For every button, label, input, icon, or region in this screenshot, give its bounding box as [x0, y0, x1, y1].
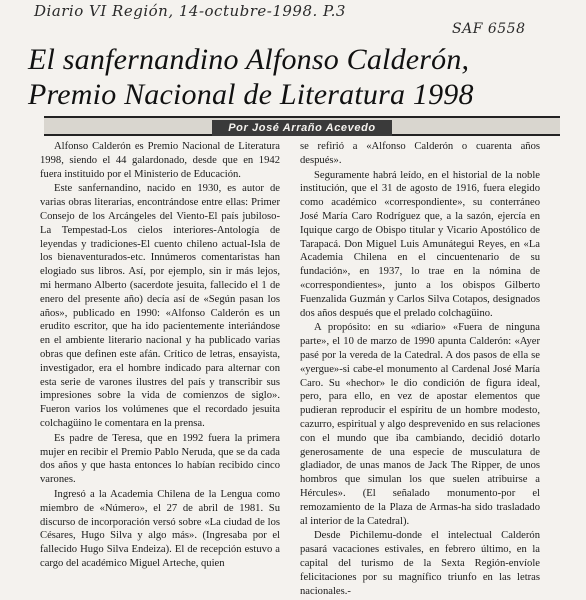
paragraph: Desde Pichilemu-donde el intelectual Calderón pasará vacaciones estivales, en febrero último, en la capital del turismo de la Sexta Región-envíole felicitaciones por su magnífico triunfo en las letras nacionales.- [300, 530, 540, 597]
byline: Por José Arraño Acevedo [212, 120, 391, 136]
paragraph: A propósito: en su «diario» «Fuera de ninguna parte», el 10 de marzo de 1990 apunta Calderón: «Ayer pasé por la vereda de la Catedral. A dos pasos de ella se «yergue»-si cabe-el monumento al Cardenal José María Caro. Su «hechor» le dio condición de figura ideal, pero, para ello, en vez de apostar elementos que pudieran reproducir el espíritu de un hombre modesto, cazurro, espiritual y algo desprevenido en sus relaciones con el mundo que iba cambiando, decidió dotarlo generosamente de una especie de musculatura de gladiador, de unas manos de Jack The Ripper, de unos hombros que simulan los que suelen atribuirse a Hércules». (El señalado monumento-por el remozamiento de la Plaza de Armas-ha sido trasladado al interior de la Catedral). [300, 322, 540, 527]
article-column-left [40, 140, 280, 572]
article-column-right [300, 140, 540, 599]
handwritten-source-note [34, 2, 554, 38]
article-headline [28, 42, 568, 112]
headline-line-2: Premio Nacional de Literatura 1998 [28, 78, 474, 111]
byline-bar [44, 116, 560, 136]
paragraph: Este sanfernandino, nacido en 1930, es autor de varias obras literarias, encontrándose entre ellas: Primer Consejo de los Arcángeles del Viento-El país jubiloso-La Tempestad-Los cielos interiores-Antología de leyendas y tradiciones-El cuento chileno actual-Isla de los bienaventurados-etc. Innúmeros comentaristas han elogiado sus libros. Así, por ejemplo, sin ir más lejos, mi hermano Alberto (sacerdote jesuita, fallecido el 1 de enero del presente año) decía así de «Según pasan los años», publicado en 1990: «Alfonso Calderón es un erudito escritor, que ha ido pacientemente interiándose en el ambiente literario nacional y ha publicado varias obras que definen este afán. Crítico de letras, ensayista, investigador, era el hombre indicado para alternar con esta serie de varones ilustres del país y transcribir sus impresiones sobre la vida de comienzos de siglo». Fueron varios los volúmenes que el recordado jesuita colchagüino le comentara en la prensa. [40, 183, 280, 429]
paragraph: se refirió a «Alfonso Calderón o cuarenta años después». [300, 141, 540, 166]
paragraph: Seguramente habrá leído, en el historial de la noble institución, que el 31 de agosto de 1916, fuera elegido como académico «correspondiente», su conterráneo José María Caro Rodríguez que, a la sazón, ejercía en Iquique cargo de Obispo titular y Vicario Apostólico de Tarapacá. Don Miguel Luis Amunátegui Reyes, en «La Academia Chilena en el cincuentenario de su fundación», en 1937, lo trae en la nómina de «correspondientes», junto a los obispos Gilberto Fuenzalida Guzmán y Carlos Silva Cotapos, designados dos años después que el prelado colchagüino. [300, 169, 540, 319]
headline-line-1: El sanfernandino Alfonso Calderón, [28, 43, 470, 76]
source-note-line-1: Diario VI Región, 14-octubre-1998. P.3 [34, 2, 346, 20]
paragraph: Alfonso Calderón es Premio Nacional de Literatura 1998, siendo el 44 galardonado, desde que en 1942 fuera instituido por el Ministerio de Educación. [40, 141, 280, 180]
archive-code: SAF 6558 [452, 21, 526, 37]
paragraph: Es padre de Teresa, que en 1992 fuera la primera mujer en recibir el Premio Pablo Neruda, que se da cada dos años y que hasta entonces lo habían recibido cinco varones. [40, 432, 280, 486]
paragraph: Ingresó a la Academia Chilena de la Lengua como miembro de «Número», el 27 de abril de 1981. Su discurso de incorporación versó sobre «La ciudad de los Césares, Hugo Silva y algo más». (Ingresaba por el fallecido Hugo Silva Endeiza). El de recepción estuvo a cargo del académico Miguel Arteche, quien [40, 488, 280, 569]
